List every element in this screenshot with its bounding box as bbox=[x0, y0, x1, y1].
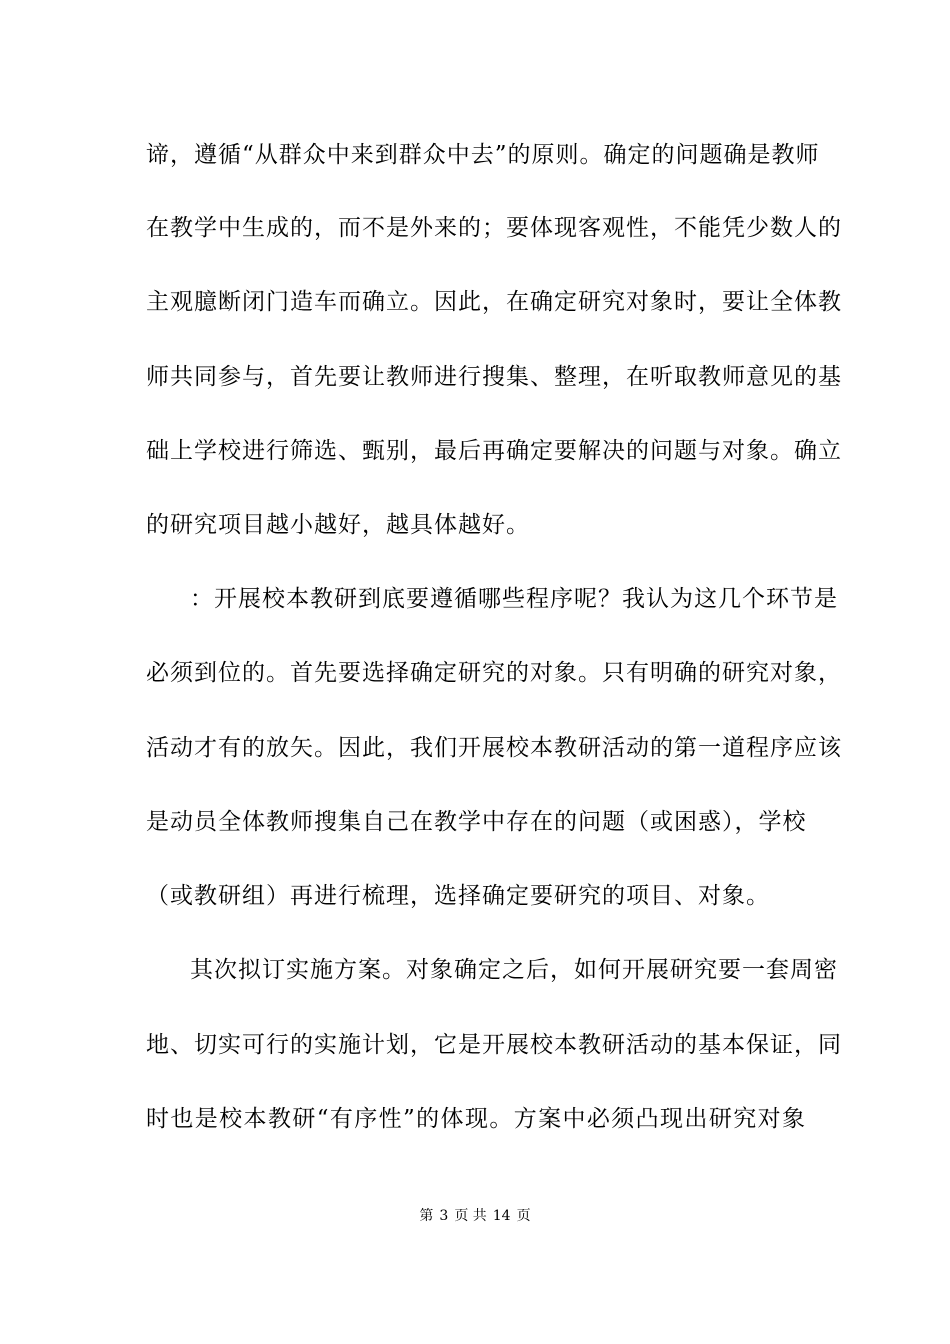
text-line: 师共同参与，首先要让教师进行搜集、整理，在听取教师意见的基 bbox=[146, 364, 842, 390]
page-footer bbox=[0, 1206, 950, 1226]
footer-prefix: 第 bbox=[419, 1208, 434, 1224]
page-number: 3 bbox=[439, 1208, 449, 1224]
text-line: 必须到位的。首先要选择确定研究的对象。只有明确的研究对象， bbox=[146, 660, 842, 686]
text-line: 主观臆断闭门造车而确立。因此，在确定研究对象时，要让全体教 bbox=[146, 289, 842, 315]
text-line: 时也是校本教研“有序性”的体现。方案中必须凸现出研究对象 bbox=[146, 1106, 806, 1132]
text-line: 的研究项目越小越好，越具体越好。 bbox=[146, 512, 530, 538]
text-line: 在教学中生成的，而不是外来的；要体现客观性，不能凭少数人的 bbox=[146, 215, 842, 241]
text-line: 其次拟订实施方案。对象确定之后，如何开展研究要一套周密 bbox=[190, 957, 838, 983]
text-line: 谛，遵循“从群众中来到群众中去”的原则。确定的问题确是教师 bbox=[146, 142, 820, 168]
text-line: （或教研组）再进行梳理，选择确定要研究的项目、对象。 bbox=[146, 883, 770, 909]
text-line: 础上学校进行筛选、甄别，最后再确定要解决的问题与对象。确立 bbox=[146, 438, 842, 464]
footer-suffix: 页 bbox=[516, 1208, 531, 1224]
page-total: 14 bbox=[492, 1208, 511, 1224]
footer-middle: 页 共 bbox=[454, 1208, 487, 1224]
text-line: 地、切实可行的实施计划，它是开展校本教研活动的基本保证，同 bbox=[146, 1032, 842, 1058]
text-line: 是动员全体教师搜集自己在教学中存在的问题（或困惑），学校 bbox=[146, 809, 807, 835]
text-line: ：开展校本教研到底要遵循哪些程序呢？我认为这几个环节是 bbox=[190, 586, 838, 612]
text-line: 活动才有的放矢。因此，我们开展校本教研活动的第一道程序应该 bbox=[146, 735, 842, 761]
